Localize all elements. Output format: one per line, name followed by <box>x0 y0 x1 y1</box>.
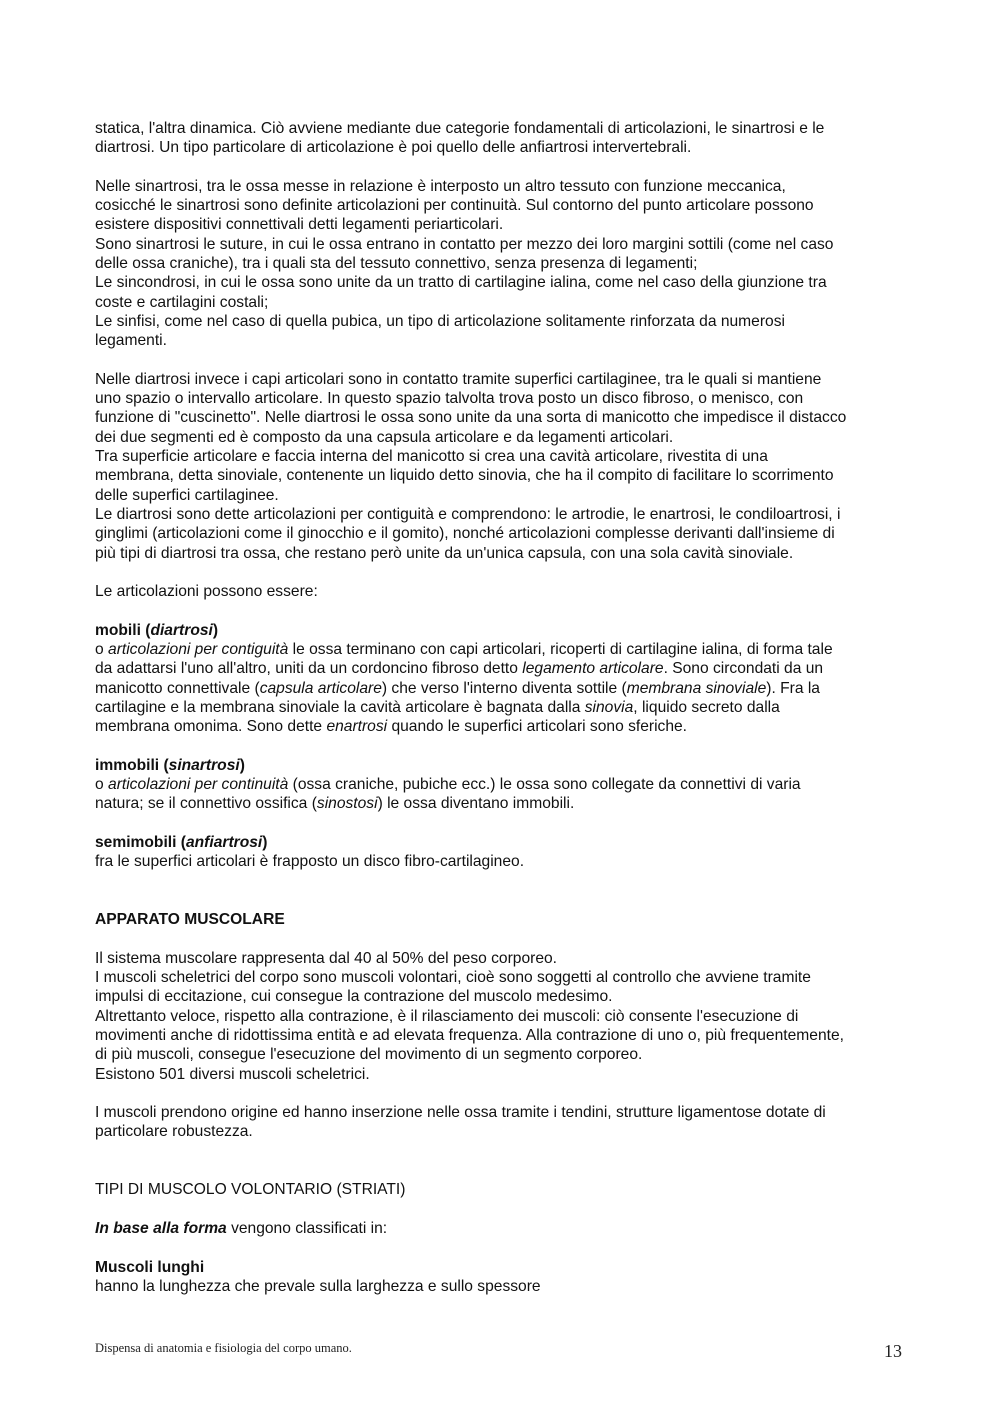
section-heading: APPARATO MUSCOLARE <box>95 911 285 929</box>
text-line: cartilagine e la membrana sinoviale la cavità articolare è bagnata dalla sinovia, liquido secreto dalla <box>95 698 780 716</box>
subheading-semimobili: semimobili (anfiartrosi) <box>95 833 268 851</box>
text-line: coste e cartilagini costali; <box>95 293 269 311</box>
subheading-immobili: immobili (sinartrosi) <box>95 756 245 774</box>
text-line: Altrettanto veloce, rispetto alla contrazione, è il rilasciamento dei muscoli: ciò consente l'esecuzione di <box>95 1007 799 1025</box>
text-line: hanno la lunghezza che prevale sulla larghezza e sullo spessore <box>95 1277 541 1295</box>
text-line: delle ossa craniche), tra i quali sta del tessuto connettivo, senza presenza di legamenti; <box>95 255 698 273</box>
text-line: Nelle diartrosi invece i capi articolari sono in contatto tramite superfici cartilaginee, tra le quali si mantiene <box>95 370 822 388</box>
text-line: Le diartrosi sono dette articolazioni per contiguità e comprendono: le artrodie, le enartrosi, le condiloartrosi, i <box>95 505 841 523</box>
paragraph-forma <box>95 1219 910 1238</box>
text-line: membrana, detta sinoviale, contenente un liquido detto sinovia, che ha il compito di facilitare lo scorrimento <box>95 467 834 485</box>
text-line: o articolazioni per contiguità le ossa terminano con capi articolari, ricoperti di cartilagine ialina, di forma tale <box>95 641 833 659</box>
text-line: impulsi di eccitazione, cui consegue la contrazione del muscolo medesimo. <box>95 988 613 1006</box>
section-muscoli-lunghi <box>95 1258 910 1297</box>
text-line: fra le superfici articolari è frapposto un disco fibro-cartilagineo. <box>95 853 525 871</box>
section-heading: TIPI DI MUSCOLO VOLONTARIO (STRIATI) <box>95 1181 406 1199</box>
section-semimobili <box>95 833 910 872</box>
paragraph-sinartrosi <box>95 177 910 351</box>
text-line: movimenti anche di ridottissima entità e ad elevata frequenza. Alla contrazione di uno o, più frequentemente, <box>95 1026 844 1044</box>
text-line: delle superfici cartilaginee. <box>95 486 279 504</box>
text-line: esistere dispositivi connettivali detti legamenti periarticolari. <box>95 216 504 234</box>
paragraph-intro <box>95 119 910 158</box>
text-line: legamenti. <box>95 332 167 350</box>
paragraph-articolazioni-intro <box>95 582 910 601</box>
heading-tipi-muscolo <box>95 1180 910 1199</box>
text-line: Le sinfisi, come nel caso di quella pubica, un tipo di articolazione solitamente rinforzata da numerosi <box>95 312 785 330</box>
text-line: Nelle sinartrosi, tra le ossa messe in relazione è interposto un altro tessuto con funzione meccanica, <box>95 177 786 195</box>
section-mobili <box>95 621 910 737</box>
text-line: Le articolazioni possono essere: <box>95 583 318 601</box>
text-line: In base alla forma vengono classificati in: <box>95 1219 388 1237</box>
paragraph-tendini <box>95 1103 910 1142</box>
text-line: dei due segmenti ed è composto da una capsula articolare e da legamenti articolari. <box>95 428 674 446</box>
text-line: Tra superficie articolare e faccia interna del manicotto si crea una cavità articolare, rivestita di una <box>95 448 768 466</box>
text-line: o articolazioni per continuità (ossa craniche, pubiche ecc.) le ossa sono collegate da connettivi di varia <box>95 776 801 794</box>
text-line: statica, l'altra dinamica. Ciò avviene mediante due categorie fondamentali di articolazioni, le sinartrosi e le <box>95 120 825 137</box>
subheading-muscoli-lunghi: Muscoli lunghi <box>95 1258 205 1276</box>
paragraph-diartrosi <box>95 370 910 563</box>
subheading-mobili: mobili (diartrosi) <box>95 621 219 639</box>
heading-apparato-muscolare <box>95 910 910 929</box>
text-line: I muscoli scheletrici del corpo sono muscoli volontari, cioè sono soggetti al controllo che avviene tramite <box>95 969 811 987</box>
text-line: Le sincondrosi, in cui le ossa sono unite da un tratto di cartilagine ialina, come nel caso della giunzione tra <box>95 274 827 292</box>
text-line: da adattarsi l'uno all'altro, uniti da un cordoncino fibroso detto legamento articolare. Sono circondati da un <box>95 660 824 678</box>
text-line: Il sistema muscolare rappresenta dal 40 al 50% del peso corporeo. <box>95 949 558 967</box>
text-line: manicotto connettivale (capsula articolare) che verso l'interno diventa sottile (membrana sinoviale). Fra la <box>95 679 820 697</box>
section-immobili <box>95 756 910 814</box>
text-line: uno spazio o intervallo articolare. In questo spazio talvolta trova posto un disco fibroso, o menisco, con <box>95 390 804 408</box>
page-number: 13 <box>884 1341 902 1361</box>
text-line: Sono sinartrosi le suture, in cui le ossa entrano in contatto per mezzo dei loro margini sottili (come nel caso <box>95 235 834 253</box>
text-line: membrana omonima. Sono dette enartrosi quando le superfici articolari sono sferiche. <box>95 718 688 736</box>
text-line: cosicché le sinartrosi sono definite articolazioni per continuità. Sul contorno del punto articolare possono <box>95 197 814 215</box>
text-line: funzione di "cuscinetto". Nelle diartrosi le ossa sono unite da una sorta di manicotto che impedisce il distacco <box>95 409 847 427</box>
text-line: più tipi di diartrosi tra ossa, che restano però unite da un'unica capsula, con una sola cavità sinoviale. <box>95 544 794 562</box>
text-line: di più muscoli, consegue l'esecuzione del movimento di un segmento corporeo. <box>95 1046 643 1064</box>
text-line: I muscoli prendono origine ed hanno inserzione nelle ossa tramite i tendini, strutture ligamentose dotate di <box>95 1104 826 1122</box>
paragraph-sistema-muscolare <box>95 949 910 1084</box>
text-line: diartrosi. Un tipo particolare di articolazione è poi quello delle anfiartrosi intervertebrali. <box>95 139 692 157</box>
text-line: Esistono 501 diversi muscoli scheletrici. <box>95 1065 370 1083</box>
document-body <box>95 119 910 1296</box>
text-line: natura; se il connettivo ossifica (sinostosi) le ossa diventano immobili. <box>95 795 575 813</box>
text-line: ginglimi (articolazioni come il ginocchio e il gomito), nonché articolazioni complesse derivanti dall'insieme di <box>95 525 835 543</box>
text-line: particolare robustezza. <box>95 1123 253 1141</box>
footer-title: Dispensa di anatomia e fisiologia del corpo umano. <box>95 1341 352 1355</box>
